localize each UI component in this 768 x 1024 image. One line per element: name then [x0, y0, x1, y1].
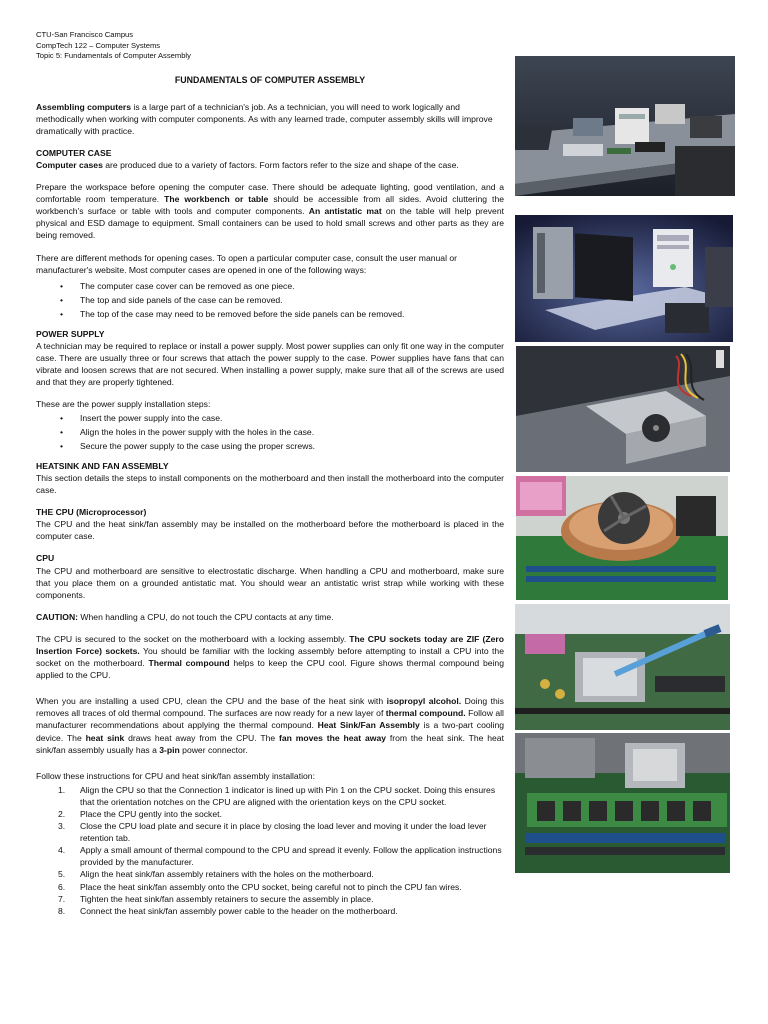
used-a: When you are installing a used CPU, clean the CPU and the base of the heat sink with	[36, 696, 387, 707]
used-g: is a two-part cooling device. The	[36, 720, 505, 743]
case-bullet-list	[36, 280, 504, 320]
step-number: 4.	[58, 845, 66, 856]
socket-paragraph	[36, 633, 504, 681]
case-bold: Computer cases	[36, 159, 103, 170]
used-i: draws heat away from the CPU. The	[124, 732, 279, 743]
step-number: 7.	[58, 893, 66, 904]
heatsink-paragraph: This section details the steps to install components on the motherboard and then install the motherboard into the computer case.	[36, 472, 504, 496]
list-item	[58, 844, 504, 868]
intro-bold: Assembling computers	[36, 101, 132, 112]
caution-label: CAUTION:	[36, 611, 79, 622]
list-item	[58, 868, 504, 880]
step-text: Tighten the heat sink/fan assembly retainers to secure the assembly in place.	[80, 893, 374, 904]
case-p2-b: The workbench or table	[164, 194, 269, 205]
instructions-intro: Follow these instructions for CPU and heat sink/fan assembly installation:	[36, 770, 315, 781]
power-supply-photo	[516, 346, 730, 472]
caution-text: When handling a CPU, do not touch the CPU contacts at any time.	[78, 611, 334, 622]
step-number: 1.	[58, 784, 66, 795]
heatsink-fan-illustration	[516, 476, 728, 600]
motherboard-ram-illustration	[515, 733, 730, 873]
socket-b: The CPU sockets today are ZIF (Zero Insertion Force) sockets.	[36, 633, 505, 656]
case-paragraph-2	[36, 181, 504, 241]
step-number: 8.	[58, 905, 66, 916]
list-item: • Align the holes in the power supply with the holes in the case.	[80, 426, 504, 438]
case-p2-d: An antistatic mat	[308, 206, 382, 217]
used-cpu-paragraph	[36, 695, 504, 755]
used-l: 3-pin	[159, 744, 180, 755]
computer-cases-illustration	[515, 215, 733, 342]
list-item	[58, 881, 544, 893]
list-item: • The computer case cover can be removed as one piece.	[80, 280, 504, 292]
list-item: • Insert the power supply into the case.	[80, 412, 504, 424]
header-campus: CTU-San Francisco Campus	[36, 30, 134, 39]
used-e: Follow all manufacturer recommendations about applying the thermal compound.	[36, 708, 504, 731]
case-paragraph-3: There are different methods for opening cases. To open a particular computer case, consult the user manual or manufacturer's website. Most computer cases are opened in one of the following ways:	[36, 252, 458, 275]
heatsink-fan-photo	[516, 476, 728, 600]
case-text: are produced due to a variety of factors. Form factors refer to the size and shape of the case.	[102, 159, 459, 170]
list-item: • The top and side panels of the case can be removed.	[80, 294, 504, 306]
header-topic: Topic 5: Fundamentals of Computer Assembly	[36, 51, 191, 60]
heading-the-cpu: THE CPU (Microprocessor)	[36, 507, 147, 518]
power-supply-illustration	[516, 346, 730, 472]
socket-e: helps to keep the CPU cool. Figure shows thermal compound being applied to the CPU.	[36, 658, 504, 681]
step-number: 6.	[58, 881, 66, 892]
used-m: power connector.	[179, 744, 248, 755]
heading-power-supply: POWER SUPPLY	[36, 329, 105, 339]
cpu-paragraph: The CPU and motherboard are sensitive to electrostatic discharge. When handling a CPU and motherboard, make sure that you place them on a grounded antistatic mat. You should wear an antistatic wrist strap while working with these components.	[36, 565, 504, 600]
power-supply-bullet-list	[36, 412, 504, 452]
list-item	[58, 893, 504, 905]
computer-cases-photo	[515, 215, 733, 342]
intro-text: is a large part of a technician's job. As a technician, you will need to work logically and methodically when working with computer components. As with any learned trade, computer assembly skills will improve dramatically with practice.	[36, 101, 493, 136]
step-text: Place the heat sink/fan assembly onto the CPU socket, being careful not to pinch the CPU fan wires.	[80, 881, 462, 892]
the-cpu-paragraph: The CPU and the heat sink/fan assembly may be installed on the motherboard before the motherboard is placed in the computer case.	[36, 519, 504, 542]
list-item	[58, 820, 504, 844]
thermal-compound-illustration	[515, 604, 730, 730]
used-j: fan moves the heat away	[278, 732, 387, 743]
step-number: 2.	[58, 809, 66, 819]
case-p2-e: on the table will help prevent physical and ESD damage to equipment. Small containers can be used to hold small screws and other parts as they are being removed.	[36, 206, 505, 241]
thermal-compound-photo	[515, 604, 730, 730]
used-f: Heat Sink/Fan Assembly	[317, 720, 420, 731]
case-paragraph-1	[36, 159, 504, 171]
list-item	[58, 905, 504, 917]
motherboard-ram-photo	[515, 733, 730, 873]
workbench-illustration	[515, 56, 735, 196]
socket-a: The CPU is secured to the socket on the motherboard with a locking assembly.	[36, 633, 350, 644]
installation-steps	[36, 784, 504, 917]
socket-d: Thermal compound	[148, 658, 230, 669]
used-c: Doing this removes all traces of old thermal compound. The surfaces are now ready for a new layer of	[36, 696, 504, 719]
list-item: • Secure the power supply to the case using the proper screws.	[80, 440, 504, 452]
list-item	[58, 784, 504, 808]
power-supply-steps-intro: These are the power supply installation steps:	[36, 399, 211, 410]
used-d: thermal compound.	[385, 708, 466, 719]
case-p2-a: Prepare the workspace before opening the computer case. There should be adequate lighting, good ventilation, and a comfortable room temperature.	[36, 182, 504, 205]
step-number: 5.	[58, 869, 66, 880]
text-column	[36, 30, 504, 917]
used-k: from the heat sink. The heat sink/fan assembly usually has a	[36, 732, 504, 755]
step-text: Connect the heat sink/fan assembly power cable to the header on the motherboard.	[80, 905, 398, 916]
caution-paragraph	[36, 611, 504, 623]
used-h: heat sink	[85, 732, 125, 743]
step-text: Place the CPU gently into the socket.	[80, 809, 222, 819]
heading-computer-case: COMPUTER CASE	[36, 147, 112, 158]
power-supply-paragraph: A technician may be required to replace or install a power supply. Most power supplies can only fit one way in the computer case. There are usually three or four screws that attach the power supply to the case. Power supplies have fans that can vibrate and loosen screws that are not secured. When installing a power supply, make sure that all of the screws are used and that they are properly tightened.	[36, 341, 504, 388]
list-item	[58, 808, 504, 820]
page-title: FUNDAMENTALS OF COMPUTER ASSEMBLY	[174, 74, 366, 85]
case-p2-c: should be accessible from all sides. Avoid cluttering the workbench's surface or table with tools and computer components.	[36, 194, 504, 217]
step-text: Apply a small amount of thermal compound to the CPU and spread it evenly. Follow the application instructions provided by the manufacturer.	[80, 845, 502, 868]
step-number: 3.	[58, 821, 66, 832]
step-text: Close the CPU load plate and secure it in place by closing the load lever and moving it under the load lever retention tab.	[80, 821, 487, 844]
step-text: Align the heat sink/fan assembly retainers with the holes on the motherboard.	[80, 869, 374, 880]
heading-heatsink: HEATSINK AND FAN ASSEMBLY	[36, 460, 169, 471]
step-text: Align the CPU so that the Connection 1 indicator is lined up with Pin 1 on the CPU socket. Doing this ensures that the orientation notches on the CPU are aligned with the orientation keys on the CPU socket.	[80, 784, 496, 807]
used-b: isopropyl alcohol.	[386, 696, 462, 707]
workbench-photo	[515, 56, 735, 196]
intro-paragraph	[36, 101, 504, 137]
socket-c: You should be familiar with the locking assembly before attempting to install a CPU into the socket on the motherboard.	[36, 645, 504, 669]
list-item: • The top of the case may need to be removed before the side panels can be removed.	[80, 308, 504, 320]
header-course: CompTech 122 – Computer Systems	[36, 40, 161, 50]
heading-cpu: CPU	[36, 553, 55, 564]
